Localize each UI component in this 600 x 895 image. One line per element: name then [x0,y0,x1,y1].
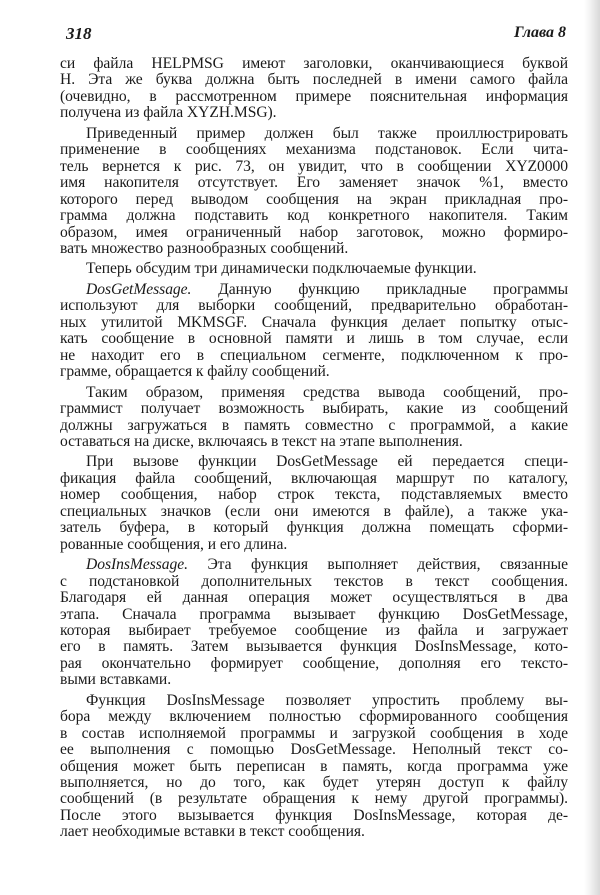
text-line [60,791,568,807]
text-line [60,520,568,536]
paragraph [60,261,568,277]
paragraph [60,126,568,258]
page-edge-shadow [584,0,600,895]
text-line [60,434,568,450]
body-text [60,56,568,841]
paragraph [60,282,568,381]
function-term: DosGetMessage. [86,280,192,298]
text-line [60,471,568,487]
text-line-content: си файла HELPMSG имеют заголовки, оканчивающиеся буквой [60,55,568,72]
text-line [60,454,568,470]
text-line-content: образом, имея ограниченный набор заготовок, можно формиро- [60,223,568,241]
text-line [60,639,568,655]
text-line [60,775,568,791]
text-line-content: Таким образом, применяя средства вывода сообщений, про- [86,383,568,401]
text-line [60,401,568,417]
text-line-content: этапа. Сначала программа вызывает функцию DosGetMessage, [60,605,568,623]
text-line [60,693,568,709]
text-line [60,89,568,105]
text-line-content: Приведенный пример должен был также проиллюстрировать [86,124,568,142]
text-line [60,709,568,725]
text-line-content: кать сообщение в основной памяти и лишь в том случае, если [60,330,568,348]
text-line [60,159,568,175]
text-line [60,241,568,257]
paragraph [60,693,568,841]
text-line-content: тель вернется к рис. 73, он увидит, что в сообщении XYZ0000 [60,157,568,175]
text-line-content: ных утилитой MKMSGF. Сначала функция делает попытку отыс- [60,313,568,331]
text-line-content: общения может быть переписан в память, когда программа уже [60,757,568,775]
text-line-content: Эта функция выполняет действия, связанные [207,556,568,574]
text-line [60,574,568,590]
text-line-content: После этого вызывается функция DosInsMessage, которая де- [60,806,568,824]
text-line [60,487,568,503]
text-line [60,557,568,573]
text-line [60,656,568,672]
text-line [60,824,568,840]
text-line [60,175,568,191]
text-line [60,590,568,606]
text-line [60,672,568,688]
text-line [60,742,568,758]
text-line [60,504,568,520]
text-line [60,208,568,224]
text-line-content: имя накопителя отсутствует. Его заменяет значок %1, вместо [60,174,568,192]
text-line [60,348,568,364]
text-line-content: ее выполнения с помощью DosGetMessage. Неполный текст со- [60,741,568,759]
text-line-content: в состав исполняемой программы и загрузкой сообщения в ходе [60,724,568,742]
text-line-content: используют для выборки сообщений, предварительно обработан- [60,297,568,315]
text-line-content: затель буфера, в который функция должна помещать сформи- [60,519,568,537]
text-line [60,418,568,434]
text-line-content: вать множество разнообразных сообщений. [60,239,349,257]
text-line-content: грамма должна подставить код конкретного накопителя. Таким [60,207,568,225]
text-line-content: выми вставками. [60,671,172,689]
text-line-content: с подстановкой дополнительных текстов в текст сообщения. [60,572,568,590]
text-line-content: должны загружаться в память совместно с программой, а какие [60,416,568,434]
text-line [60,537,568,553]
text-line [60,331,568,347]
text-line-content: граммист получает возможность выбирать, какие из сообщений [60,400,568,418]
paragraph [60,56,568,122]
text-line-content: рая окончательно формирует сообщение, дополняя его тексто- [60,654,568,672]
text-line [60,759,568,775]
text-line-content: выполняется, но до того, как будет утерян доступ к файлу [60,774,568,792]
text-line [60,298,568,314]
text-line [60,282,568,298]
text-line-content: специальных значков (если они имеются в файле), а также ука- [60,502,568,520]
text-line [60,72,568,88]
text-line [60,726,568,742]
text-line [60,105,568,121]
page-number: 318 [66,24,92,43]
text-line-content: не находит его в специальном сегменте, подключенном к про- [60,346,568,364]
text-line [60,607,568,623]
text-line [60,192,568,208]
text-line-content: Функция DosInsMessage позволяет упростить проблему вы- [86,691,568,709]
text-line-content: применение в сообщениях механизма подстановок. Если чита- [60,141,568,159]
text-line [60,808,568,824]
text-line-content: Теперь обсудим три динамически подключаемые функции. [86,260,477,278]
text-line-content: сообщений (в результате обращения к нему другой программы). [60,790,568,808]
text-line-content: Благодаря ей данная операция может осуществляться в два [60,589,568,607]
paragraph [60,385,568,451]
text-line-content: бора между включением полностью сформированного сообщения [60,708,568,726]
text-line-content: H. Эта же буква должна быть последней в имени самого файла [60,71,568,89]
text-line [60,385,568,401]
text-line [60,126,568,142]
text-line [60,261,568,277]
text-line-content: Данную функцию прикладные программы [218,280,569,298]
text-line-content: его в память. Затем вызывается функция DosInsMessage, кото- [60,638,568,656]
text-line-content: (очевидно, в рассмотренном примере пояснительная информация [60,87,568,105]
text-line-content: фикация файла сообщений, включающая маршрут по каталогу, [60,469,568,487]
text-line-content: номер сообщения, набор строк текста, подставляемых вместо [60,486,568,504]
text-line [60,623,568,639]
text-line-content: лает необходимые вставки в текст сообщения. [60,823,365,841]
text-line-content: получена из файла XYZH.MSG). [60,104,277,122]
text-line-content: грамме, обращается к файлу сообщений. [60,363,330,381]
text-line-content: При вызове функции DosGetMessage ей передается специ- [86,453,568,471]
chapter-title: Глава 8 [513,24,566,41]
text-line [60,142,568,158]
function-term: DosInsMessage. [86,556,188,574]
page-header [66,24,566,46]
text-line [60,56,568,72]
text-line-content: которая выбирает требуемое сообщение из файла и загружает [60,621,568,639]
text-line-content: оставаться на диске, включаясь в текст на этапе выполнения. [60,432,463,450]
paragraph [60,557,568,689]
text-line-content: которого перед выводом сообщения на экран прикладная про- [60,190,568,208]
text-line [60,315,568,331]
text-line [60,364,568,380]
text-line [60,225,568,241]
paragraph [60,454,568,553]
text-line-content: рованные сообщения, и его длина. [60,535,288,553]
